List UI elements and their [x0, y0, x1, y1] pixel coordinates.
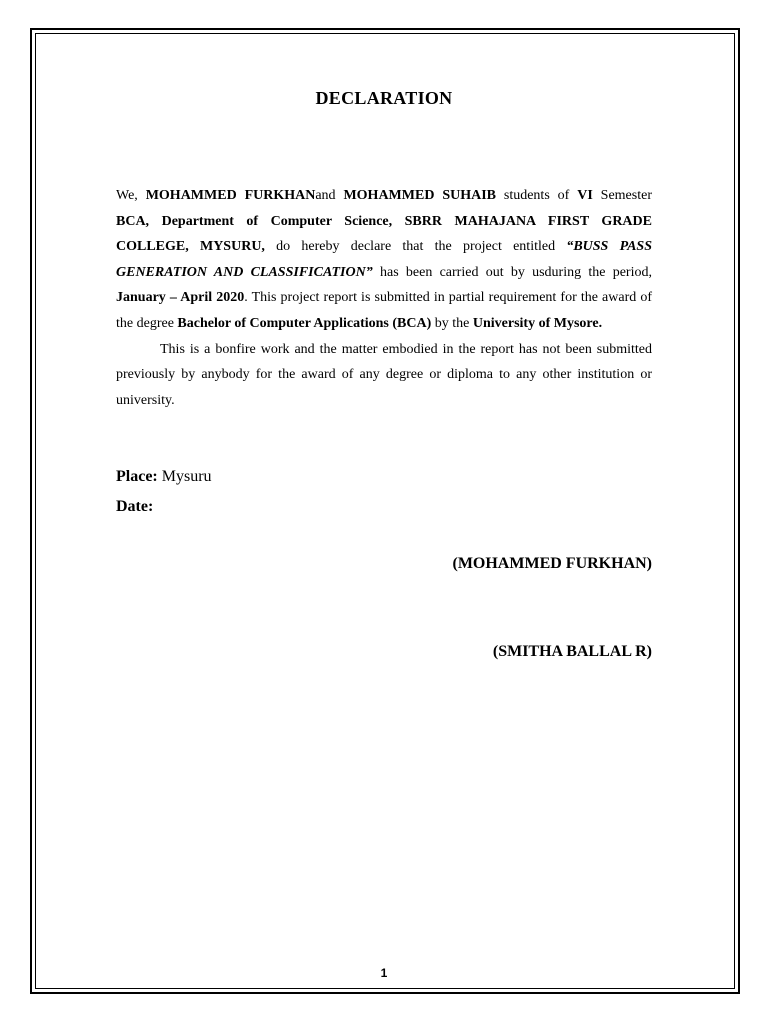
student-name-1: MOHAMMED FURKHAN	[145, 188, 316, 203]
signature-student: (MOHAMMED FURKHAN)	[452, 555, 652, 572]
department-college: BCA, Department of Computer Science, SBRR MAHAJANA FIRST GRADE COLLEGE, MYSURU,	[116, 213, 652, 255]
student-name-2: MOHAMMED SUHAIB	[343, 188, 496, 203]
university-name: University of Mysore.	[472, 315, 603, 331]
project-period: January – April 2020	[116, 290, 245, 306]
originality-paragraph: This is a bonfire work and the matter embodied in the report has not been submitted previously by anybody for the award of any degree or diploma to any other institution or university.	[116, 341, 652, 408]
place-label: Place:	[116, 468, 158, 485]
page-number: 1	[380, 966, 388, 980]
page-title: DECLARATION	[315, 88, 453, 108]
project-title: “BUSS PASS GENERATION AND CLASSIFICATION”	[116, 239, 652, 280]
date-label: Date:	[116, 498, 154, 515]
declaration-body	[116, 183, 652, 413]
place-value: Mysuru	[157, 468, 212, 485]
place-line	[116, 468, 212, 486]
degree-name: Bachelor of Computer Applications (BCA)	[177, 315, 432, 331]
semester: VI	[577, 188, 593, 203]
declaration-paragraph: We, MOHAMMED FURKHANand MOHAMMED SUHAIB students of VI Semester BCA, Department of Computer Science, SBRR MAHAJANA FIRST GRADE COLLEGE, MYSURU, do hereby declare that the project entitled “BUSS PASS GENERATION AND CLASSIFICATION” has been carried out by usduring the period, January – April 2020. This project report is submitted in partial requirement for the award of the degree Bachelor of Computer Applications (BCA) by the University of Mysore.	[116, 188, 652, 331]
signature-guide: (SMITHA BALLAL R)	[492, 643, 652, 660]
